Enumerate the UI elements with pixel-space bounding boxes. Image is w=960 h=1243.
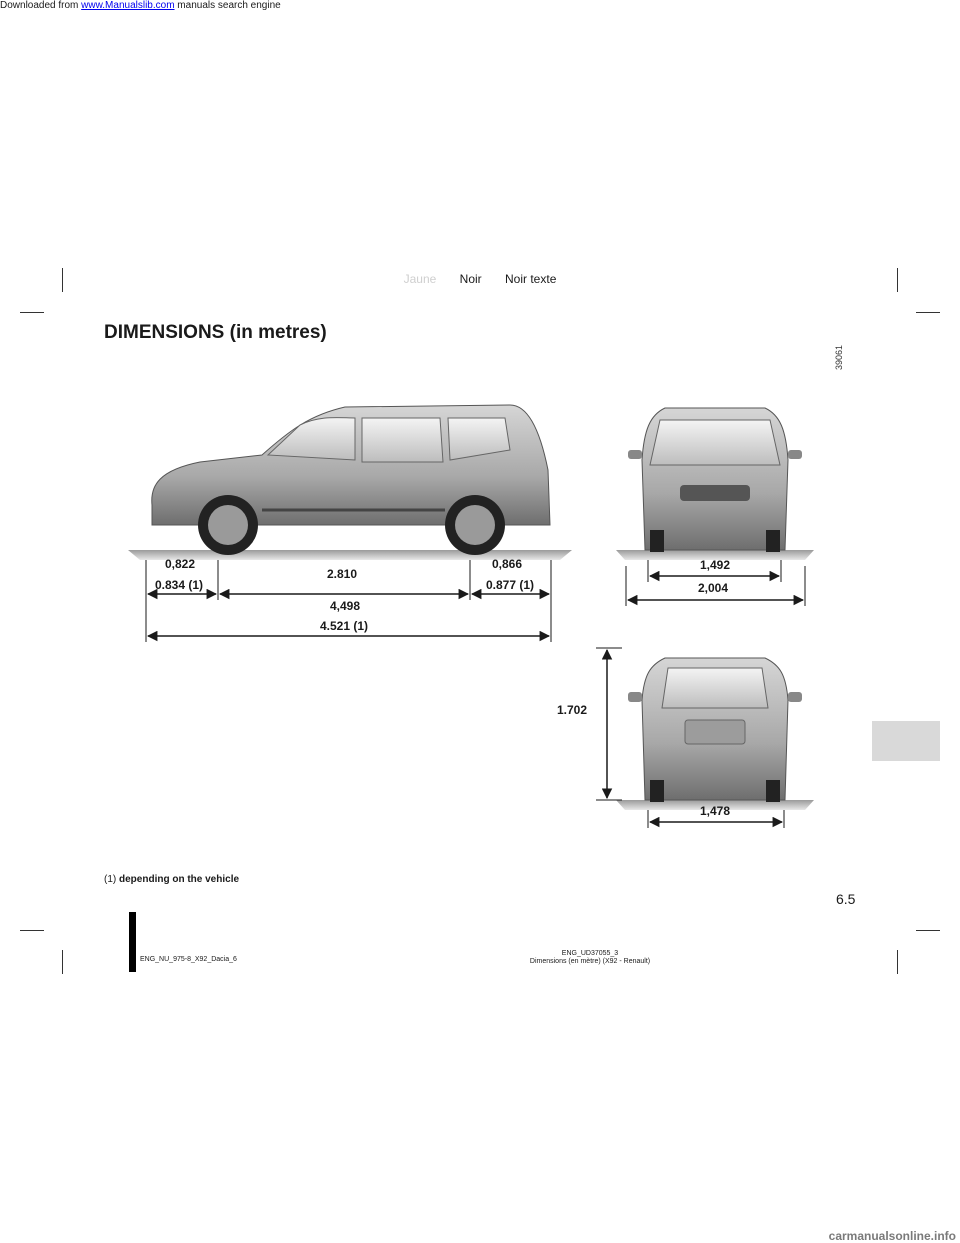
page-title: DIMENSIONS (in metres) (104, 322, 327, 343)
overall-length-alt-label: 4.521 (1) (320, 619, 369, 633)
color-mark-noir: Noir (459, 272, 482, 286)
height-label: 1.702 (557, 703, 588, 717)
figure-id: 39061 (834, 344, 844, 370)
footer-bar (0, 1230, 960, 1242)
footnote-marker: (1) (104, 874, 117, 885)
rear-overhang-label: 0,866 (492, 557, 523, 571)
footnote-text: depending on the vehicle (119, 874, 240, 885)
front-overhang-label: 0,822 (165, 557, 196, 571)
header-prefix: Downloaded from (0, 0, 82, 11)
footnote (104, 874, 239, 885)
front-track-label: 1,492 (700, 558, 731, 572)
rear-track-label: 1,478 (700, 804, 731, 818)
doc-reference-code: ENG_UD37055_3 (561, 950, 619, 957)
watermark: carmanualsonline.info (828, 1229, 956, 1243)
car-rear-view-icon (628, 658, 802, 802)
front-overhang-alt-label: 0.834 (1) (155, 578, 204, 592)
color-mark-jaune: Jaune (403, 272, 437, 286)
doc-reference-right (440, 950, 740, 966)
doc-reference-left: ENG_NU_975-8_X92_Dacia_6 (140, 956, 237, 963)
car-front-view-icon (628, 408, 802, 552)
rear-overhang-alt-label: 0.877 (1) (486, 578, 535, 592)
page-number: 6.5 (836, 891, 856, 907)
margin-bar (129, 912, 136, 972)
header-suffix: manuals search engine (174, 0, 281, 11)
color-mark-noir-texte: Noir texte (505, 272, 557, 286)
wheelbase-label: 2.810 (327, 567, 358, 581)
manualslib-link[interactable]: www.Manualslib.com (81, 0, 175, 11)
overall-length-label: 4,498 (330, 599, 361, 613)
car-side-view-icon (152, 405, 550, 555)
overall-width-label: 2,004 (698, 581, 729, 595)
doc-reference-title: Dimensions (en mètre) (X92 - Renault) (529, 958, 651, 965)
